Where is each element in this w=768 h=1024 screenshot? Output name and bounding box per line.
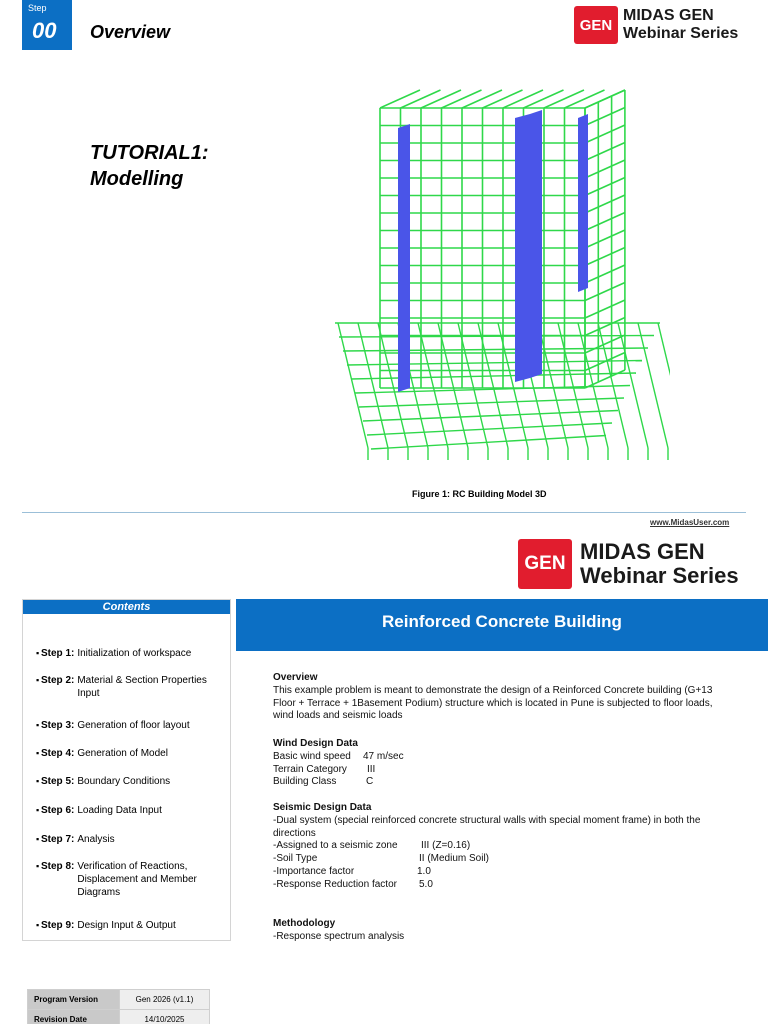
frame-member bbox=[585, 230, 625, 248]
revision-date-label: Revision Date bbox=[28, 1010, 120, 1024]
bullet-icon: ▪ bbox=[36, 805, 40, 815]
frame-member bbox=[380, 90, 420, 108]
contents-item bbox=[36, 747, 226, 760]
rc-building-model-image bbox=[330, 88, 670, 466]
contents-item bbox=[36, 804, 226, 817]
contents-step-text: Verification of Reactions, Displacement and Member Diagrams bbox=[77, 861, 197, 898]
contents-panel bbox=[22, 599, 231, 941]
page-title: Overview bbox=[90, 22, 171, 42]
midas-gen-logo-large bbox=[518, 539, 739, 589]
contents-item bbox=[36, 647, 226, 660]
contents-step-number: Step 4: bbox=[41, 748, 75, 759]
contents-item bbox=[36, 919, 226, 932]
frame-member bbox=[585, 178, 625, 196]
contents-step-text: Boundary Conditions bbox=[77, 776, 171, 787]
gen-logo-badge: GEN bbox=[574, 6, 618, 44]
frame-member bbox=[638, 323, 668, 448]
contents-step-number: Step 3: bbox=[41, 720, 75, 731]
frame-member bbox=[585, 213, 625, 231]
frame-member bbox=[585, 265, 625, 283]
frame-member bbox=[418, 323, 448, 448]
frame-member bbox=[358, 323, 388, 448]
contents-title: Contents bbox=[23, 600, 230, 614]
wind-value: C bbox=[366, 776, 374, 788]
frame-member bbox=[585, 108, 625, 126]
shear-wall bbox=[398, 124, 410, 392]
bullet-icon: ▪ bbox=[36, 776, 40, 786]
contents-step-number: Step 2: bbox=[41, 675, 75, 686]
contents-step-number: Step 8: bbox=[41, 861, 75, 872]
frame-member bbox=[538, 323, 568, 448]
frame-member bbox=[558, 323, 588, 448]
frame-member bbox=[442, 90, 482, 108]
tutorial-title bbox=[90, 140, 209, 192]
overview-section bbox=[273, 672, 735, 723]
step-number: 00 bbox=[32, 18, 57, 43]
methodology-section bbox=[273, 918, 404, 944]
program-info-table bbox=[27, 989, 210, 1024]
frame-member bbox=[462, 90, 502, 108]
contents-step-number: Step 1: bbox=[41, 648, 75, 659]
methodology-heading: Methodology bbox=[273, 918, 336, 929]
contents-step-number: Step 7: bbox=[41, 834, 75, 845]
overview-heading: Overview bbox=[273, 672, 318, 683]
frame-member bbox=[585, 143, 625, 161]
seismic-value: 1.0 bbox=[417, 865, 431, 877]
tutorial-title-line-2: Modelling bbox=[90, 168, 184, 190]
table-row bbox=[28, 990, 210, 1010]
seismic-value: 5.0 bbox=[419, 878, 433, 890]
contents-step-number: Step 9: bbox=[41, 920, 75, 931]
frame-member bbox=[359, 398, 624, 407]
shear-wall bbox=[578, 114, 588, 292]
frame-member bbox=[338, 323, 368, 448]
seismic-heading: Seismic Design Data bbox=[273, 802, 372, 813]
frame-member bbox=[585, 125, 625, 143]
methodology-text: -Response spectrum analysis bbox=[273, 930, 405, 942]
frame-member bbox=[585, 248, 625, 266]
logo-line-1: MIDAS GEN bbox=[623, 7, 714, 25]
contents-item bbox=[36, 674, 226, 700]
shear-wall bbox=[515, 114, 530, 382]
frame-member bbox=[524, 90, 564, 108]
table-row bbox=[28, 1010, 210, 1024]
contents-step-text: Initialization of workspace bbox=[77, 648, 192, 659]
frame-member bbox=[401, 90, 441, 108]
program-version-value: Gen 2026 (v1.1) bbox=[120, 990, 210, 1010]
frame-member bbox=[585, 160, 625, 178]
seismic-label: -Assigned to a seismic zone bbox=[273, 840, 398, 852]
midasuser-link[interactable]: www.MidasUser.com bbox=[650, 518, 730, 527]
step-label: Step bbox=[28, 3, 47, 13]
step-badge bbox=[22, 0, 72, 50]
frame-member bbox=[438, 323, 468, 448]
program-version-label: Program Version bbox=[28, 990, 120, 1010]
seismic-section bbox=[273, 802, 735, 892]
contents-step-number: Step 6: bbox=[41, 805, 75, 816]
bullet-icon: ▪ bbox=[36, 920, 40, 930]
seismic-label: -Importance factor bbox=[273, 865, 355, 877]
contents-item bbox=[36, 833, 226, 846]
figure-caption: Figure 1: RC Building Model 3D bbox=[412, 489, 547, 499]
wind-label: Building Class bbox=[273, 776, 337, 788]
contents-step-number: Step 5: bbox=[41, 776, 75, 787]
frame-member bbox=[351, 373, 636, 379]
section-divider bbox=[22, 512, 746, 513]
bullet-icon: ▪ bbox=[36, 648, 40, 658]
contents-step-text: Generation of Model bbox=[77, 748, 168, 759]
seismic-value: III (Z=0.16) bbox=[421, 840, 471, 852]
frame-member bbox=[503, 90, 543, 108]
frame-member bbox=[544, 90, 584, 108]
bullet-icon: ▪ bbox=[36, 748, 40, 758]
contents-step-text: Material & Section Properties Input bbox=[77, 675, 207, 699]
frame-member bbox=[421, 90, 461, 108]
tutorial-title-line-1: TUTORIAL1: bbox=[90, 142, 209, 164]
seismic-label: -Soil Type bbox=[273, 853, 318, 865]
bullet-icon: ▪ bbox=[36, 720, 40, 730]
frame-member bbox=[578, 323, 608, 448]
frame-member bbox=[483, 90, 523, 108]
logo-line-2: Webinar Series bbox=[623, 25, 739, 42]
contents-step-text: Loading Data Input bbox=[77, 805, 162, 816]
frame-member bbox=[585, 90, 625, 108]
frame-member bbox=[585, 300, 625, 318]
frame-member bbox=[343, 348, 648, 351]
frame-member bbox=[585, 195, 625, 213]
wind-heading: Wind Design Data bbox=[273, 738, 358, 749]
gen-logo-badge: GEN bbox=[518, 539, 572, 589]
wind-value: 47 m/sec bbox=[363, 750, 404, 762]
contents-item bbox=[36, 775, 226, 788]
bullet-icon: ▪ bbox=[36, 861, 40, 871]
wind-section bbox=[273, 738, 404, 789]
wind-label: Terrain Category bbox=[273, 763, 347, 775]
frame-member bbox=[585, 283, 625, 301]
contents-step-text: Generation of floor layout bbox=[77, 720, 190, 731]
contents-item bbox=[36, 860, 226, 899]
shear-wall bbox=[530, 110, 542, 378]
wind-value: III bbox=[367, 763, 376, 775]
revision-date-value: 14/10/2025 bbox=[120, 1010, 210, 1024]
logo-line-1: MIDAS GEN bbox=[580, 538, 705, 564]
bullet-icon: ▪ bbox=[36, 675, 40, 685]
wind-label: Basic wind speed bbox=[273, 750, 351, 762]
seismic-label: -Response Reduction factor bbox=[273, 878, 397, 890]
contents-step-text: Design Input & Output bbox=[77, 920, 176, 931]
logo-line-2: Webinar Series bbox=[580, 563, 739, 588]
contents-step-text: Analysis bbox=[77, 834, 115, 845]
contents-item bbox=[36, 719, 226, 732]
seismic-value: II (Medium Soil) bbox=[419, 853, 490, 865]
tower-frame bbox=[380, 90, 625, 388]
seismic-intro: -Dual system (special reinforced concrete structural walls with special moment frame) in both the directions bbox=[273, 814, 701, 839]
bullet-icon: ▪ bbox=[36, 834, 40, 844]
section-banner: Reinforced Concrete Building bbox=[236, 599, 768, 651]
overview-text: This example problem is meant to demonstrate the design of a Reinforced Concrete building (G+13 Floor + Terrace + 1Basement Podium) structure which is located in Pune is subjected to floor loads, wind loads and seismic loads bbox=[273, 684, 713, 722]
midas-gen-logo bbox=[574, 6, 738, 44]
